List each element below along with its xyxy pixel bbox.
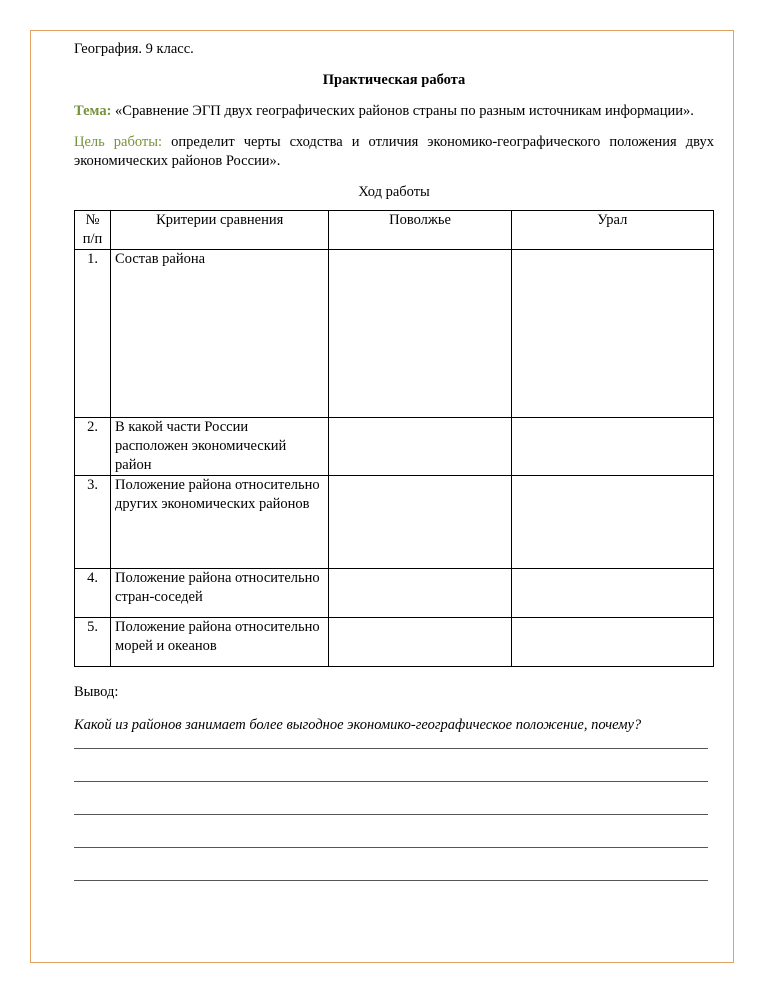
table-row	[75, 476, 714, 569]
answer-line[interactable]	[74, 846, 708, 848]
row-criteria: Состав района	[111, 250, 329, 418]
table-row	[75, 418, 714, 476]
answer-line[interactable]	[74, 879, 708, 881]
goal-label: Цель работы:	[74, 134, 163, 150]
row-criteria: Положение района относительно других экономических районов	[111, 476, 329, 569]
goal-paragraph	[74, 133, 714, 171]
subject-line: География. 9 класс.	[74, 41, 194, 57]
answer-cell-region-b[interactable]	[511, 250, 713, 418]
header-region-b: Урал	[511, 211, 713, 250]
row-criteria: В какой части России расположен экономический район	[111, 418, 329, 476]
answer-cell-region-b[interactable]	[511, 476, 713, 569]
answer-cell-region-a[interactable]	[329, 569, 511, 618]
topic-paragraph	[74, 102, 714, 121]
answer-cell-region-b[interactable]	[511, 569, 713, 618]
answer-lines	[74, 747, 714, 881]
answer-cell-region-b[interactable]	[511, 418, 713, 476]
table-row	[75, 618, 714, 667]
row-num: 3.	[75, 476, 111, 569]
conclusion-label: Вывод:	[74, 684, 119, 700]
work-title: Практическая работа	[322, 72, 466, 88]
worksheet	[74, 40, 714, 912]
answer-line[interactable]	[74, 813, 708, 815]
answer-line[interactable]	[74, 747, 708, 749]
row-num: 2.	[75, 418, 111, 476]
conclusion-question: Какой из районов занимает более выгодное экономико-географическое положение, почему?	[74, 717, 642, 733]
answer-cell-region-a[interactable]	[329, 618, 511, 667]
goal-text: определит черты сходства и отличия экономико-географического положения двух экономических районов России».	[74, 134, 714, 169]
row-num: 4.	[75, 569, 111, 618]
answer-cell-region-a[interactable]	[329, 418, 511, 476]
table-header-row	[75, 211, 714, 250]
row-criteria: Положение района относительно морей и океанов	[111, 618, 329, 667]
row-num: 1.	[75, 250, 111, 418]
topic-label: Тема:	[74, 103, 112, 119]
header-region-a: Поволжье	[329, 211, 511, 250]
table-row	[75, 569, 714, 618]
answer-cell-region-a[interactable]	[329, 476, 511, 569]
progress-title: Ход работы	[358, 184, 430, 200]
row-criteria: Положение района относительно стран-соседей	[111, 569, 329, 618]
comparison-table	[74, 210, 714, 667]
header-criteria: Критерии сравнения	[111, 211, 329, 250]
answer-cell-region-a[interactable]	[329, 250, 511, 418]
table-row	[75, 250, 714, 418]
header-num: № п/п	[75, 211, 111, 250]
topic-text: «Сравнение ЭГП двух географических районов страны по разным источникам информации».	[111, 103, 694, 119]
row-num: 5.	[75, 618, 111, 667]
answer-line[interactable]	[74, 780, 708, 782]
answer-cell-region-b[interactable]	[511, 618, 713, 667]
